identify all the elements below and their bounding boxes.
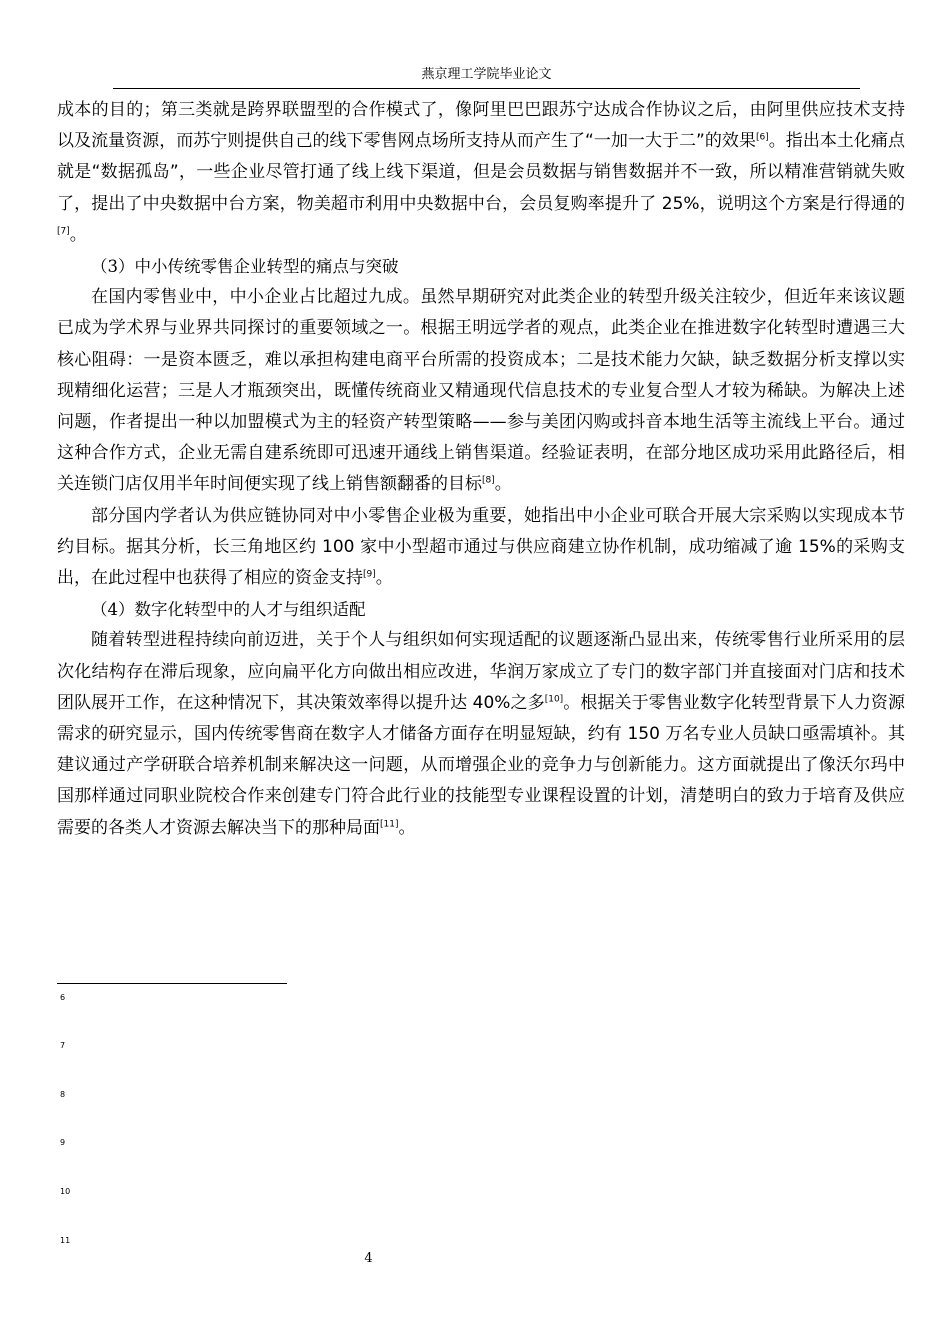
paragraph-2	[57, 282, 905, 500]
paragraph-4	[57, 625, 905, 843]
page-number: 4	[364, 1251, 373, 1266]
header-divider	[113, 88, 860, 89]
footnote-number: 10	[60, 1187, 71, 1196]
paragraph-text: 。	[398, 817, 416, 838]
citation-ref: [9]	[363, 569, 376, 580]
footnote-number: 9	[60, 1138, 66, 1147]
footnote-number: 6	[60, 993, 66, 1002]
citation-ref: [10]	[544, 694, 564, 705]
footnote-divider	[57, 983, 287, 984]
citation-ref: [8]	[482, 475, 495, 486]
paragraph-text: 成本的目的；第三类就是跨界联盟型的合作模式了，像阿里巴巴跟苏宁达成合作协议之后，由阿里供应技术支持以及流量资源，而苏宁则提供自己的线下零售网点场所支持从而产生了“一加一大于二”的效果	[57, 100, 905, 152]
footnote-number: 8	[60, 1090, 66, 1099]
paragraph-text: 。	[494, 474, 512, 495]
document-body	[57, 95, 905, 844]
paragraph-text: 。指出本土化痛点就是“数据孤岛”，一些企业尽管打通了线上线下渠道，但是会员数据与销售数据并不一致，所以精准营销就失败了，提出了中央数据中台方案，物美超市利用中央数据中台，会员复购率提升了 25%，说明这个方案是行得通的	[57, 131, 905, 214]
citation-ref: [6]	[755, 132, 769, 143]
paragraph-text: 。	[69, 224, 87, 245]
section-heading-3: （3）中小传统零售企业转型的痛点与突破	[91, 257, 399, 277]
paragraph-text: 。根据关于零售业数字化转型背景下人力资源需求的研究显示，国内传统零售商在数字人才储备方面存在明显短缺，约有 150 万名专业人员缺口亟需填补。其建议通过产学研联合培养机制来解决这一问题，从而增强企业的竞争力与创新能力。这方面就提出了像沃尔玛中国那样通过同职业院校合作来创建专门符合此行业的技能型专业课程设置的计划，清楚明白的致力于培育及供应需要的各类人才资源去解决当下的那种局面	[57, 692, 905, 838]
page-header: 燕京理工学院毕业论文	[421, 67, 552, 82]
section-heading-4: （4）数字化转型中的人才与组织适配	[91, 600, 366, 620]
footnote-number: 11	[60, 1236, 71, 1245]
paragraph-3	[57, 501, 905, 595]
paragraph-1	[57, 95, 905, 251]
citation-ref: [11]	[380, 819, 399, 830]
paragraph-text: 在国内零售业中，中小企业占比超过九成。虽然早期研究对此类企业的转型升级关注较少，但近年来该议题已成为学术界与业界共同探讨的重要领域之一。根据王明远学者的观点，此类企业在推进数字化转型时遭遇三大核心阻碍：一是资本匮乏，难以承担构建电商平台所需的投资成本；二是技术能力欠缺，缺乏数据分析支撑以实现精细化运营；三是人才瓶颈突出，既懂传统商业又精通现代信息技术的专业复合型人才较为稀缺。为解决上述问题，作者提出一种以加盟模式为主的轻资产转型策略——参与美团闪购或抖音本地生活等主流线上平台。通过这种合作方式，企业无需自建系统即可迅速开通线上销售渠道。经验证表明，在部分地区成功采用此路径后，相关连锁门店仅用半年时间便实现了线上销售额翻番的目标	[57, 287, 905, 495]
footnote-number: 7	[60, 1041, 66, 1050]
page-number-container	[0, 1251, 737, 1266]
citation-ref: [7]	[57, 226, 70, 237]
paragraph-text: 部分国内学者认为供应链协同对中小零售企业极为重要，她指出中小企业可联合开展大宗采购以实现成本节约目标。据其分析，长三角地区约 100 家中小型超市通过与供应商建立协作机制，成功缩减了逾 15%的采购支出，在此过程中也获得了相应的资金支持	[57, 505, 905, 589]
paragraph-text: 。	[375, 568, 393, 589]
paragraph-text: 随着转型进程持续向前迈进，关于个人与组织如何实现适配的议题逐渐凸显出来，传统零售行业所采用的层次化结构存在滞后现象，应向扁平化方向做出相应改进，华润万家成立了专门的数字部门并直接面对门店和技术团队展开工作，在这种情况下，其决策效率得以提升达 40%之多	[57, 630, 905, 713]
